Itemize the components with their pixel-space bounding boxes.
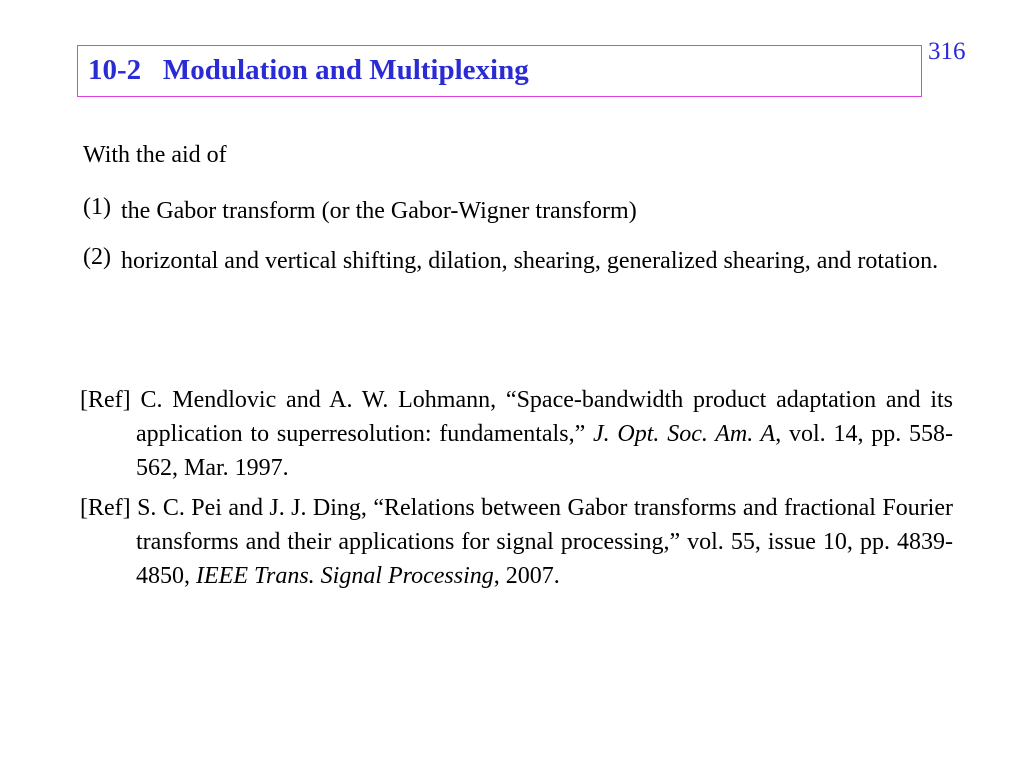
reference-prefix: [Ref]	[80, 387, 131, 413]
reference-prefix: [Ref]	[80, 495, 131, 521]
slide-title: 10-2 Modulation and Multiplexing	[88, 54, 529, 86]
list-item-number: (1)	[83, 194, 111, 220]
list-item	[83, 244, 953, 278]
reference-journal: J. Opt. Soc. Am. A	[593, 421, 776, 447]
intro-text: With the aid of	[83, 142, 227, 168]
title-box	[77, 45, 922, 97]
reference-entry	[80, 491, 953, 593]
page-number: 316	[928, 38, 966, 65]
list-item-number: (2)	[83, 244, 111, 270]
reference-text: C. Mendlovic and A. W. Lohmann, “Space-bandwidth product adaptation and its application to superresolution: fundamentals,”	[136, 387, 954, 447]
list-item-text: horizontal and vertical shifting, dilation, shearing, generalized shearing, and rotation.	[121, 248, 939, 274]
list-item-text: the Gabor transform (or the Gabor-Wigner transform)	[121, 198, 637, 224]
reference-entry	[80, 383, 953, 485]
list-item	[83, 194, 637, 228]
reference-journal: IEEE Trans. Signal Processing	[196, 563, 494, 589]
reference-details: , vol. 14, pp. 558-562, Mar. 1997.	[136, 421, 953, 481]
reference-text: S. C. Pei and J. J. Ding, “Relations between Gabor transforms and fractional Fourier transforms and their applications for signal processing,” vol. 55, issue 10, pp. 4839-4850,	[136, 495, 953, 589]
reference-details: , 2007.	[493, 563, 560, 589]
